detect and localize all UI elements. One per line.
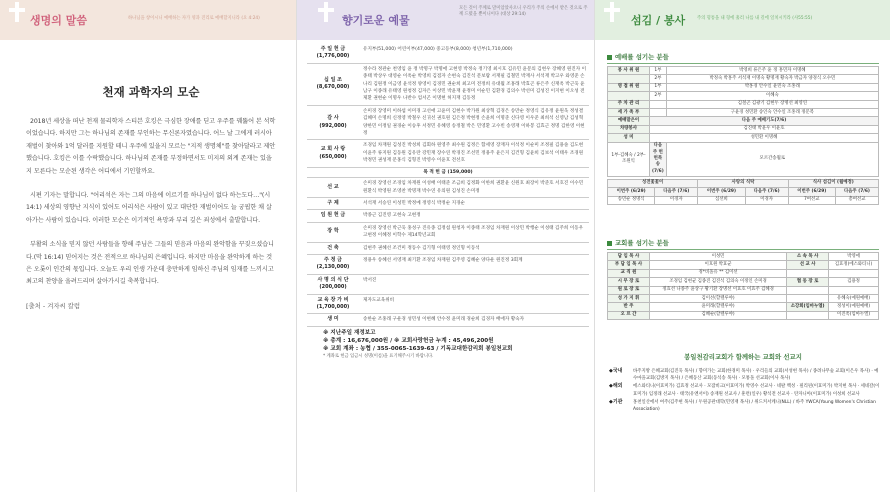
service-group-header: 식사 섬김이 (월예정) bbox=[788, 179, 878, 187]
mission-category-list: 홍천일산에서 여주(김주현 목사) / 두원공관대학(민영재 목사) / 위드커서케니(NLL) / 바주 YWCA(Young Women's Christian Association) bbox=[633, 399, 876, 413]
bullet-icon bbox=[607, 55, 612, 60]
finance-summary bbox=[307, 329, 589, 361]
row-label bbox=[608, 92, 650, 100]
row-names: 구윤경 성민환 송인숙 안수일 조홍래 정문복 bbox=[666, 109, 878, 117]
schedule-cell: 7여선교 bbox=[788, 196, 835, 204]
mission-category bbox=[609, 383, 881, 397]
section-title: 예배를 섬기는 분들 bbox=[615, 53, 669, 61]
table-row bbox=[608, 303, 879, 311]
table-row bbox=[608, 286, 879, 294]
cross-icon bbox=[603, 0, 621, 22]
row-label: 성 가 지 휘 bbox=[608, 295, 650, 303]
row-value: 이호원 박효균 bbox=[650, 261, 787, 269]
offering-donors: 손미경 장영선 박근욱 홍성구 진유종 김정섭 원청자 이종태 조경임 차재원 이상민 박행순 이성태 김주희 이동우 고현정 이혜정 이학수 제14학년교회 bbox=[363, 225, 584, 239]
service-group-header: 성전꽃꽃이 bbox=[608, 179, 698, 187]
summary-note: * 계좌로 헌금 입금시 성명(이름)을 표기해주시기 바랍니다. bbox=[323, 353, 434, 359]
offering-row bbox=[307, 44, 589, 64]
row-label: 주 차 관 리 bbox=[608, 100, 650, 108]
offering-row bbox=[307, 314, 589, 326]
service-group-header: 사랑의 식탁 bbox=[698, 179, 788, 187]
table-row bbox=[608, 179, 879, 187]
row-value-2: 박영애 bbox=[829, 253, 879, 261]
offering-label bbox=[307, 277, 359, 292]
row-label: 부 담 임 목 사 bbox=[608, 261, 650, 269]
row-label: 봉 사 위 원 bbox=[608, 67, 650, 75]
row-value-2: 김용정 bbox=[829, 278, 879, 286]
article-paragraph: 2018년 세상을 떠난 천재 물리학자 스티븐 호킹은 극심한 장애를 딛고 우주를 꿰뚫어 본 석학이었습니다. 하지만 그는 하나님의 존재를 부인하는 무신론자였습니다. 어느 날 그에게 러시아 재벌이 찾아와 1억 달러를 지원할 테니 우주에 있을지 모르는 "지적 생명체"를 찾아달라고 제안했습니다. 호킹은 이를 수락했습니다. 하나님의 존재를 부정하면서도 미지의 외계 존재는 있을지 모른다는 모순된 생각은 어디에서 기인할까요. bbox=[26, 118, 276, 175]
offering-name: 주 정 금 bbox=[324, 256, 342, 263]
row-part: 2부 bbox=[650, 92, 667, 100]
offering-row bbox=[307, 295, 589, 315]
mission-category bbox=[609, 368, 881, 382]
offering-row bbox=[307, 210, 589, 222]
offering-amount: (8,670,000) bbox=[316, 84, 350, 91]
schedule-cell: 총여선교 bbox=[835, 196, 878, 204]
offering-donors: 정용우 송혜선 서영재 최기환 조경임 차재원 김주영 김혜순 양다운 원진정 3회계 bbox=[363, 257, 523, 263]
offering-label bbox=[307, 316, 359, 323]
schedule-cell: 이번주 (6/29) bbox=[698, 188, 745, 196]
row-label: 성 미 bbox=[608, 134, 650, 142]
row-label: 담 임 목 사 bbox=[608, 253, 650, 261]
offering-name: 장 학 bbox=[327, 228, 339, 235]
row-part bbox=[650, 109, 667, 117]
offering-row bbox=[307, 140, 589, 167]
panel-header bbox=[0, 0, 296, 40]
table-row bbox=[608, 109, 879, 117]
offering-list bbox=[307, 44, 589, 361]
article-title: 천재 과학자의 모순 bbox=[102, 85, 200, 99]
row-names: 이혜숙 bbox=[666, 92, 878, 100]
panel-title: 섬김 / 봉사 bbox=[631, 14, 686, 27]
worship-table bbox=[607, 66, 879, 205]
row-label-2: 협 동 장 로 bbox=[787, 278, 829, 286]
schedule-cell: 심선희 bbox=[698, 196, 745, 204]
offering-donors: 송한순 조홍래 구운경 성민성 이현혜 안수정 윤미래 경순희 김경자 배애자 황숙자 bbox=[363, 317, 525, 323]
offering-name: 사 명 의 식 단 bbox=[317, 276, 349, 283]
panel-header bbox=[297, 0, 594, 40]
schedule-cell: 이번주 (6/29) bbox=[608, 188, 655, 196]
row-value-2 bbox=[829, 269, 879, 277]
sermon-panel bbox=[0, 0, 296, 492]
subheading-label: 목 적 헌 금 bbox=[423, 169, 446, 175]
offering-amount: (1,700,000) bbox=[316, 303, 350, 310]
row-label-2 bbox=[787, 295, 829, 303]
row-value: 윤미래(할렐루야) bbox=[650, 303, 787, 311]
offering-amount: (1,776,000) bbox=[316, 53, 350, 60]
row-part bbox=[650, 100, 667, 108]
offering-name: 생 미 bbox=[327, 316, 339, 323]
offering-name: 건 축 bbox=[327, 244, 339, 251]
row-value: 이성민 bbox=[650, 253, 787, 261]
summary-line: ※ 교회 계좌 : 농협 / 355-0065-1639-63 / 기독교대한감리회 봉일천교회 bbox=[323, 345, 513, 352]
offering-amount: (2,130,000) bbox=[316, 264, 350, 271]
offering-amount: (200,000) bbox=[319, 284, 347, 291]
offering-donors: 김현주 권혜선 조건미 정동수 김기형 이태영 정인형 이동석 bbox=[363, 245, 480, 251]
service-schedule-table bbox=[607, 179, 879, 205]
offering-donors: 손미경 장영선 조경임 차재원 이성배 이태준 조금희 김정화 이한희 권환윤 신원호 최장이 박준호 서호진 이수민 원환식 박영원 조영찬 박명재 박수연 유의원 김성진 손미정 bbox=[363, 181, 584, 194]
offering-label bbox=[307, 142, 359, 164]
offering-donors: 손미경 장영미 이하섭 이미경 고선애 고윤미 김현수 박가원 최상혁 김경은 송만순 정영식 김유정 윤원욱 정성결 김혜미 손명희 신정영 박철우 신귀선 권호원 김은정 박현정 손윤희 이명준 신다영 이우준 최희석 신영남 김성혁 양한민 이정일 권경순 이승후 서정민 유혜영 송정철 박은 민영환 고수빈 송영재 이하봉 김효근 정명 김한영 이현정 bbox=[363, 108, 585, 137]
table-row bbox=[608, 142, 879, 176]
mission-category-label: ◆해외 bbox=[609, 383, 623, 390]
offering-name: 임 원 헌 금 bbox=[320, 212, 346, 219]
section-title: 봉일천감리교회가 함께하는 교회와 선교지 bbox=[684, 353, 802, 361]
row-label bbox=[608, 75, 650, 83]
mission-category-label: ◆기관 bbox=[609, 398, 623, 405]
table-row bbox=[608, 278, 879, 286]
row-value: 조경임 김현균 김종진 김진석 김의숙 이정인 손미경 bbox=[650, 278, 787, 286]
article-source: [출처 - 겨자씨 칼럼 bbox=[26, 301, 81, 310]
summary-line: ※ 지난주일 재정보고 bbox=[323, 329, 376, 336]
mission-category-label: ◆국내 bbox=[609, 368, 623, 374]
row-label: 오 르 간 bbox=[608, 311, 650, 319]
offering-name: 십 일 조 bbox=[324, 76, 342, 83]
table-row bbox=[608, 269, 879, 277]
row-names: 김진태 박윤우 이윤호 bbox=[650, 125, 879, 133]
offering-row bbox=[307, 255, 589, 275]
panel-subtitle: 주의 형통을 내 형에 흘러 나를 내 길에 일치시키라 (사55:55) bbox=[697, 16, 813, 21]
row-label: 차량봉사 bbox=[608, 125, 650, 133]
offering-label bbox=[307, 66, 359, 103]
offering-row bbox=[307, 198, 589, 210]
row-value-2: 유혜숙(예원예배) bbox=[829, 295, 879, 303]
panel-subtitle: 모든 것이 주께로 말미암았사오니 우리가 주의 손에서 받은 것으로 주께 드렸을 뿐이니이다 (대상 29:14) bbox=[459, 6, 588, 17]
offering-donors: 제자도교육위비 bbox=[363, 297, 395, 303]
table-row bbox=[608, 125, 879, 133]
offering-row bbox=[307, 178, 589, 198]
row-value-2 bbox=[829, 286, 879, 294]
offering-label bbox=[307, 257, 359, 272]
panel-subtitle: 하나님을 창이시니 예배하는 자가 영과 진리로 예배할지니라 (요 4:24) bbox=[128, 16, 260, 21]
row-label: 반 주 bbox=[608, 303, 650, 311]
offering-row bbox=[307, 243, 589, 255]
offering-label bbox=[307, 225, 359, 240]
row-value-2: 정성이(예원예배) bbox=[829, 303, 879, 311]
mission-category bbox=[609, 399, 881, 413]
row-label-2 bbox=[787, 286, 829, 294]
offering-donors: 조경임 차재원 김성진 박성희 김회하 원영주 최수원 김정은 함세영 장재자 이석정 이순미 조정필 김용솔 김도현 이윤주 류지원 김동원 김유란 강민재 장수연 박경진 조선민 정용주 윤은지 김건형 김윤희 김보석 이태우 조경원 박정민 권성재 문홍식 김형진 박영수 이윤호 전선호 bbox=[363, 143, 584, 164]
next-week-special: 다음 주 헌헌특송(7/6) bbox=[650, 142, 667, 176]
schedule-cell: 다음주 (7/6) bbox=[835, 188, 878, 196]
row-label: 영 접 위 원 bbox=[608, 83, 650, 91]
offering-row bbox=[307, 275, 589, 295]
offering-label bbox=[307, 297, 359, 312]
row-label: 원 로 장 로 bbox=[608, 286, 650, 294]
row-label: 세 가 족 부 bbox=[608, 109, 650, 117]
row-value: 김이선(할렐루야) bbox=[650, 295, 787, 303]
row-names: 박영희 류은주 윤 정 홍민자 이명혜 bbox=[666, 67, 878, 75]
row-label-2 bbox=[787, 269, 829, 277]
panel-title: 생명의 말씀 bbox=[30, 14, 87, 27]
section-heading bbox=[607, 238, 879, 250]
table-row bbox=[608, 261, 879, 269]
section-heading bbox=[607, 352, 879, 363]
offering-amount: (650,000) bbox=[319, 153, 347, 160]
row-part: 2부 bbox=[650, 75, 667, 83]
table-row bbox=[608, 100, 879, 108]
offering-row bbox=[307, 64, 589, 106]
table-row bbox=[608, 92, 879, 100]
table-row bbox=[608, 67, 879, 75]
table-row bbox=[608, 75, 879, 83]
table-row bbox=[608, 83, 879, 91]
offering-label bbox=[307, 200, 359, 207]
cross-icon bbox=[317, 0, 335, 22]
offering-donors: 정수라 정관순 천영임 윤 정 박명구 박명애 고현영 박정숙 정기영 최시호 김유민 윤문의 김현우 장혜영 원진자 이종태 박상우 대영순 이옥순 박영희 김점자 손현숙 김진석 문보람 서재필 김철민 박재사 서석재 박고우 와영준 손나리 김원정 이금영 윤석정 양영이 김경민 권순희 최고미 전정희 유대월 조홍래 박효곤 류은주 신재옥 박근욱 윤남구 이종래 유태영 원청정 김자은 이상민 박윤재 윤정미 이순민 김환경 김의수 박선미 김성진 이지현 이오성 전제환 권현순 이명우 나반수 엄서곤 이명현 허지재 김동정 bbox=[363, 66, 587, 102]
mission-category-list: 바주지방 은혜교회(김진욱 목사) / 향미가는 교회(한경미 목사) · 우리들의 교회(서성현 목사) / 종려나무숲 교회(이은우 목사) · 예수마을교회(김방지 목사) / 은혜동산 교회(동석송 목사) · 모퉁돌 선교회(이사 목사) bbox=[633, 369, 879, 382]
next-prayer-names: 1부-김혜숙 / 2부-조원익 bbox=[608, 142, 650, 176]
row-label-2: 소강희(임마누엘) bbox=[787, 303, 829, 311]
offering-name: 교 회 사 랑 bbox=[320, 146, 346, 153]
article-paragraph: 시편 기자는 말합니다. "어리석은 자는 그의 마음에 이르기를 하나님이 없다 하는도다…"(시 14:1) 세상의 영향난 지식이 있어도 어리석은 사람이 있고 대단한 재벌이어도 늘 궁핍한 채 살아가는 사람이 있습니다. 이러한 모순은 이기적인 욕망과 부리 깊은 죄성에서 출발합니다. bbox=[26, 192, 272, 224]
offering-subheading bbox=[307, 168, 589, 178]
row-label-2 bbox=[787, 311, 829, 319]
offering-label bbox=[307, 180, 359, 195]
row-label: 예배말은이 bbox=[608, 117, 650, 125]
offering-name: 구 제 bbox=[327, 199, 339, 206]
table-row bbox=[608, 117, 879, 125]
offering-donors: 박서진 bbox=[363, 277, 377, 283]
row-part: 1부 bbox=[650, 67, 667, 75]
row-names: 성민환 이명혜 bbox=[650, 134, 879, 142]
row-names: 박정숙 박홍주 서석재 이명숙 황명재 황숙자 박금자 양경식 오수민 bbox=[666, 75, 878, 83]
table-row bbox=[608, 134, 879, 142]
table-row bbox=[608, 196, 879, 204]
schedule-cell: 이경자 bbox=[655, 196, 698, 204]
table-row bbox=[608, 311, 879, 319]
offering-name: 감 사 bbox=[327, 115, 339, 122]
bullet-icon bbox=[607, 241, 612, 246]
section-heading bbox=[607, 52, 879, 64]
schedule-cell: 다음주 (7/6) bbox=[745, 188, 788, 196]
summary-line: ※ 총계 : 16,676,000원 / ※ 교회사랑헌금 누계 : 45,496,200원 bbox=[323, 337, 494, 344]
row-label: 시 무 장 로 bbox=[608, 278, 650, 286]
table-row bbox=[608, 253, 879, 261]
offering-label bbox=[307, 212, 359, 219]
row-value: 정*비올유 ** 김이선 bbox=[650, 269, 787, 277]
row-names: 박홍경 안수일 윤민숙 조홍래 bbox=[666, 83, 878, 91]
offering-donors: 박종근 김진영 고현숙 고현정 bbox=[363, 213, 421, 219]
row-names: 김철곤 김광기 김현두 장명선 최영연 bbox=[666, 100, 878, 108]
subheading-amount: (159,000) bbox=[447, 169, 473, 175]
row-value: 김혜순(할렐루야) bbox=[650, 311, 787, 319]
row-part: 1부 bbox=[650, 83, 667, 91]
church-staff-table bbox=[607, 252, 879, 320]
offering-label bbox=[307, 46, 359, 61]
offering-name: 선 교 bbox=[327, 183, 339, 190]
service-panel bbox=[594, 0, 890, 492]
section-title: 교회를 섬기는 분들 bbox=[615, 239, 669, 247]
article bbox=[26, 84, 276, 310]
mission-category-list: 에스와티니(이효미가) 김효정 선교사 · 모잠비크(이효미가) 박영수 선교사 · 네팔 백성 · 필리핀(이효미가) 박지현 목사 · 세네갈(이효미가) 임정래 선교사 · 태국(유엔서이) 송재원 선교사 / 훈련(일우) 황석전 선교사 · 탄자니아(이효미가) 이성희 선교사 bbox=[633, 384, 880, 397]
offering-panel bbox=[296, 0, 594, 492]
offering-name: 교 육 장 가 비 bbox=[317, 296, 349, 303]
row-value: 정효선 나종주 윤상구 황기환 장명선 이효호 이효주 김혜경 bbox=[650, 286, 787, 294]
panel-title: 향기로운 예물 bbox=[342, 14, 410, 27]
panel-header bbox=[595, 0, 890, 40]
mission-list bbox=[609, 368, 881, 414]
table-row bbox=[608, 295, 879, 303]
row-label-2: 소 속 목 사 bbox=[787, 253, 829, 261]
row-value-2: 김효정(에스와티니) bbox=[829, 261, 879, 269]
schedule-cell: 송민순 정명식 bbox=[608, 196, 655, 204]
offering-name: 주 일 헌 금 bbox=[320, 46, 346, 52]
schedule-cell: 다음주 (7/6) bbox=[655, 188, 698, 196]
offering-amount: (992,000) bbox=[319, 122, 347, 129]
schedule-cell: 이번주 (6/29) bbox=[788, 188, 835, 196]
row-label: 교 직 원 bbox=[608, 269, 650, 277]
row-label-2: 선 교 사 bbox=[787, 261, 829, 269]
table-row bbox=[608, 188, 879, 196]
offering-label bbox=[307, 245, 359, 252]
article-paragraph: 부활의 소식을 믿지 않던 사람들을 향해 주님은 그들의 믿음과 마음의 완악함을 꾸짖으셨습니다.(막 16:14) 믿어지는 것은 전적으로 하나님의 은혜입니다. 하지만 마음을 완악하게 하는 것은 오롯이 인간의 몫입니다. 오늘도 우리 인생 가운데 충만하게 임하신 주님의 임재를 느끼시고 최고의 찬양을 올려드리며 살아가시길 축복합니다. bbox=[26, 241, 274, 286]
row-value-2: 이진옥(임마누엘) bbox=[829, 311, 879, 319]
offering-label bbox=[307, 108, 359, 138]
offering-donors: 서석재 서승연 이성민 박정예 정영식 박정순 지경순 bbox=[363, 200, 465, 206]
offering-row bbox=[307, 223, 589, 243]
cross-icon bbox=[8, 0, 26, 22]
next-week-prayer: 다음 주 예배기도(7/6) bbox=[650, 117, 879, 125]
offering-donors: 유지부(51,000) 어린이부(47,000) 중고등부(8,000) 청년부(1,710,000) bbox=[363, 47, 513, 52]
schedule-cell: 이경자 bbox=[745, 196, 788, 204]
offering-row bbox=[307, 106, 589, 141]
next-special-names: 모르간송월로 bbox=[666, 142, 878, 176]
